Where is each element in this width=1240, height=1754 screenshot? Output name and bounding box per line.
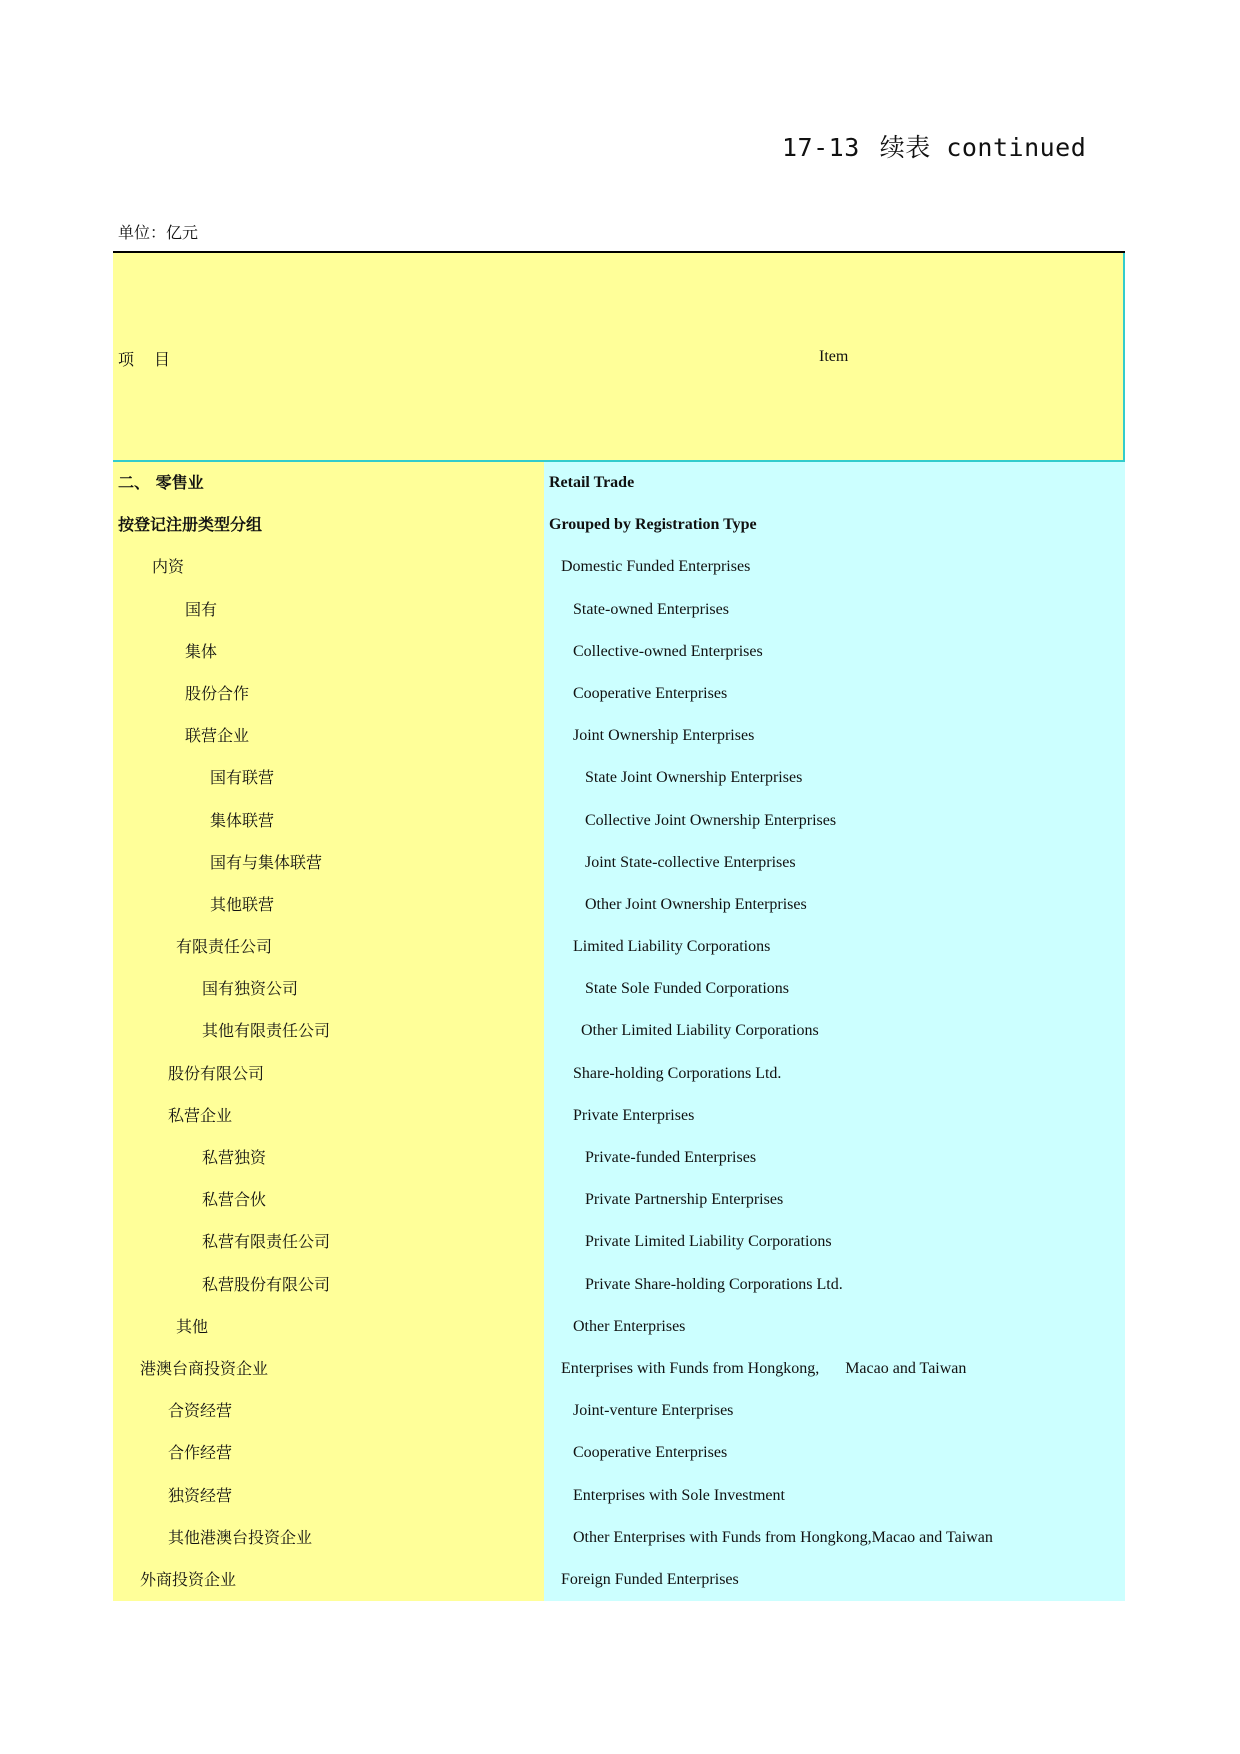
row-item-en bbox=[544, 1137, 1125, 1179]
row-item-en-text: Limited Liability Corporations bbox=[573, 938, 771, 956]
row-item-cn: 合资经营 bbox=[113, 1390, 544, 1432]
row-item-en bbox=[544, 1053, 1125, 1095]
row-item-en-text: Other Enterprises bbox=[573, 1317, 686, 1335]
row-item-en-text: Collective Joint Ownership Enterprises bbox=[585, 811, 837, 829]
row-item-en bbox=[544, 1432, 1125, 1474]
table-row bbox=[113, 1095, 1125, 1137]
table-row bbox=[113, 715, 1125, 757]
row-item-en-text: Private Limited Liability Corporations bbox=[585, 1233, 832, 1251]
unit-label: 单位：亿元 bbox=[118, 223, 199, 242]
table-row bbox=[113, 800, 1125, 842]
table-row bbox=[113, 1053, 1125, 1095]
row-item-en bbox=[544, 1517, 1125, 1559]
row-item-en-text: Private Share-holding Corporations Ltd. bbox=[585, 1275, 843, 1293]
header-item-cn-char1: 项 bbox=[118, 350, 135, 369]
table-row bbox=[113, 673, 1125, 715]
row-item-cn: 私营有限责任公司 bbox=[113, 1221, 544, 1263]
row-item-cn: 国有联营 bbox=[113, 757, 544, 799]
table-row bbox=[113, 462, 1125, 504]
row-item-en-text: Other Joint Ownership Enterprises bbox=[585, 895, 807, 913]
header-item-en: Item bbox=[819, 348, 849, 365]
row-item-en bbox=[544, 1095, 1125, 1137]
row-item-en bbox=[544, 1221, 1125, 1263]
table-row bbox=[113, 1432, 1125, 1474]
header-item-cn bbox=[118, 347, 170, 370]
data-table bbox=[113, 251, 1125, 1601]
row-item-en-text: Private Enterprises bbox=[573, 1106, 695, 1124]
table-header bbox=[113, 253, 1125, 462]
row-item-cn: 国有 bbox=[113, 589, 544, 631]
table-row bbox=[113, 1517, 1125, 1559]
row-item-en bbox=[544, 884, 1125, 926]
row-item-cn: 合作经营 bbox=[113, 1432, 544, 1474]
row-item-cn: 其他联营 bbox=[113, 884, 544, 926]
row-item-en bbox=[544, 546, 1125, 588]
row-item-en-text: State-owned Enterprises bbox=[573, 600, 729, 618]
table-row bbox=[113, 504, 1125, 546]
row-item-en-text: Other Limited Liability Corporations bbox=[581, 1022, 819, 1040]
table-row bbox=[113, 1221, 1125, 1263]
row-item-en bbox=[544, 1348, 1125, 1390]
table-row bbox=[113, 546, 1125, 588]
row-item-en-text: Joint Ownership Enterprises bbox=[573, 727, 755, 745]
row-item-cn: 内资 bbox=[113, 546, 544, 588]
row-item-en-continuation: Macao and Taiwan bbox=[845, 1359, 967, 1377]
row-item-en-text: Grouped by Registration Type bbox=[549, 516, 757, 534]
row-item-en bbox=[544, 1475, 1125, 1517]
row-item-cn: 其他 bbox=[113, 1306, 544, 1348]
row-item-cn: 按登记注册类型分组 bbox=[113, 504, 544, 546]
table-row bbox=[113, 757, 1125, 799]
row-item-en bbox=[544, 1390, 1125, 1432]
row-item-en bbox=[544, 842, 1125, 884]
row-item-cn: 私营合伙 bbox=[113, 1179, 544, 1221]
row-item-en bbox=[544, 1179, 1125, 1221]
table-row bbox=[113, 968, 1125, 1010]
row-item-cn: 集体联营 bbox=[113, 800, 544, 842]
row-item-cn: 股份合作 bbox=[113, 673, 544, 715]
row-item-en-text: Retail Trade bbox=[549, 474, 635, 491]
row-item-cn: 私营企业 bbox=[113, 1095, 544, 1137]
row-item-en bbox=[544, 631, 1125, 673]
row-item-cn: 其他港澳台投资企业 bbox=[113, 1517, 544, 1559]
row-item-cn: 国有独资公司 bbox=[113, 968, 544, 1010]
table-row bbox=[113, 1137, 1125, 1179]
table-row bbox=[113, 1306, 1125, 1348]
table-continued-label: 续表 continued bbox=[879, 133, 1087, 162]
table-row bbox=[113, 1390, 1125, 1432]
row-item-en-text: Foreign Funded Enterprises bbox=[561, 1570, 739, 1588]
table-number: 17-13 bbox=[782, 133, 860, 162]
header-item-cn-char2: 目 bbox=[154, 350, 171, 369]
row-item-en bbox=[544, 1559, 1125, 1601]
row-item-en-text: Joint State-collective Enterprises bbox=[585, 853, 796, 871]
table-row bbox=[113, 589, 1125, 631]
row-item-en bbox=[544, 715, 1125, 757]
row-item-en bbox=[544, 462, 1125, 504]
row-item-cn: 股份有限公司 bbox=[113, 1053, 544, 1095]
table-row bbox=[113, 1559, 1125, 1601]
row-item-cn: 国有与集体联营 bbox=[113, 842, 544, 884]
table-row bbox=[113, 1475, 1125, 1517]
table-row bbox=[113, 1264, 1125, 1306]
row-item-en bbox=[544, 504, 1125, 546]
row-item-cn: 港澳台商投资企业 bbox=[113, 1348, 544, 1390]
row-item-cn: 集体 bbox=[113, 631, 544, 673]
row-item-en-text: Share-holding Corporations Ltd. bbox=[573, 1064, 782, 1082]
table-row bbox=[113, 1010, 1125, 1052]
row-item-en-text: Collective-owned Enterprises bbox=[573, 642, 763, 660]
row-item-en bbox=[544, 673, 1125, 715]
page-title bbox=[782, 128, 1086, 164]
row-item-cn: 外商投资企业 bbox=[113, 1559, 544, 1601]
row-item-cn: 私营独资 bbox=[113, 1137, 544, 1179]
row-item-en-text: Enterprises with Sole Investment bbox=[573, 1486, 785, 1504]
table-row bbox=[113, 926, 1125, 968]
row-item-cn: 独资经营 bbox=[113, 1475, 544, 1517]
table-row bbox=[113, 1179, 1125, 1221]
row-item-en-text: Private Partnership Enterprises bbox=[585, 1191, 784, 1209]
row-item-en bbox=[544, 1306, 1125, 1348]
row-item-en-text: Cooperative Enterprises bbox=[573, 1444, 728, 1462]
table-row bbox=[113, 1348, 1125, 1390]
row-item-en bbox=[544, 757, 1125, 799]
row-item-cn: 有限责任公司 bbox=[113, 926, 544, 968]
row-item-en bbox=[544, 1010, 1125, 1052]
row-item-cn: 其他有限责任公司 bbox=[113, 1010, 544, 1052]
row-item-en bbox=[544, 926, 1125, 968]
table-row bbox=[113, 842, 1125, 884]
row-item-en-text: Private-funded Enterprises bbox=[585, 1149, 757, 1166]
row-item-en-text: Enterprises with Funds from Hongkong, bbox=[561, 1359, 820, 1377]
row-item-cn: 联营企业 bbox=[113, 715, 544, 757]
row-item-cn: 二、 零售业 bbox=[113, 462, 544, 504]
row-item-en bbox=[544, 1264, 1125, 1306]
row-item-en-text: Other Enterprises with Funds from Hongkong,Macao and Taiwan bbox=[573, 1528, 993, 1546]
row-item-cn: 私营股份有限公司 bbox=[113, 1264, 544, 1306]
row-item-en bbox=[544, 800, 1125, 842]
row-item-en-text: State Joint Ownership Enterprises bbox=[585, 769, 803, 787]
row-item-en-text: State Sole Funded Corporations bbox=[585, 980, 789, 998]
table-row bbox=[113, 884, 1125, 926]
row-item-en bbox=[544, 589, 1125, 631]
table-row bbox=[113, 631, 1125, 673]
table-body bbox=[113, 462, 1125, 1601]
row-item-en bbox=[544, 968, 1125, 1010]
row-item-en-text: Joint-venture Enterprises bbox=[573, 1402, 734, 1420]
row-item-en-text: Cooperative Enterprises bbox=[573, 684, 728, 702]
row-item-en-text: Domestic Funded Enterprises bbox=[561, 558, 751, 576]
